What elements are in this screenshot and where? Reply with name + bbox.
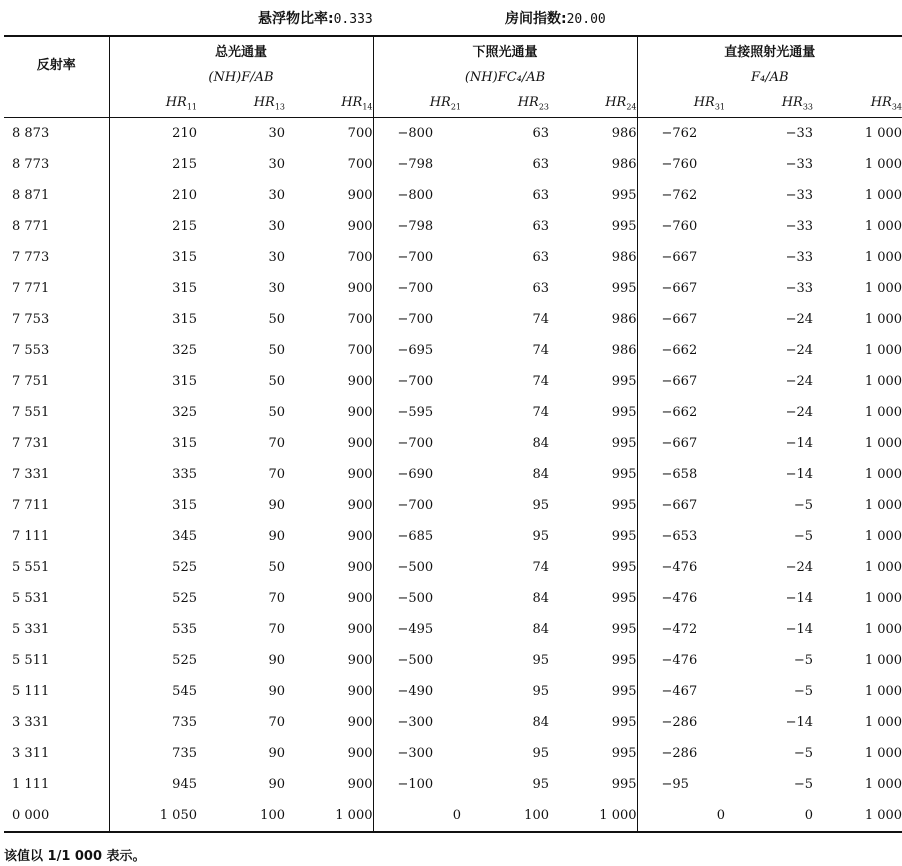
value-cell: 1 000 [864, 622, 902, 637]
value-cell: −300 [373, 707, 461, 738]
value-cell: 30 [268, 281, 285, 296]
value-cell: −467 [637, 676, 725, 707]
value-cell: −500 [373, 583, 461, 614]
table-caption [0, 6, 900, 28]
table-row [4, 118, 902, 150]
value-cell: −14 [785, 715, 814, 730]
value-cell: 900 [347, 560, 373, 575]
reflectance-cell: 7 553 [12, 343, 50, 358]
column-header-subscript: 34 [891, 102, 902, 112]
value-cell: −472 [637, 614, 725, 645]
value-cell: −667 [637, 273, 725, 304]
value-cell: 1 000 [864, 529, 902, 544]
value-cell: 74 [532, 560, 549, 575]
value-cell: 1 000 [864, 467, 902, 482]
reflectance-subheader-blank [4, 90, 109, 118]
column-header-base: HR [693, 95, 715, 111]
value-cell: 995 [611, 653, 637, 668]
value-cell: 995 [611, 219, 637, 234]
table-row [4, 800, 902, 832]
value-cell: 900 [347, 746, 373, 761]
value-cell: 70 [268, 622, 285, 637]
value-cell: 50 [268, 374, 285, 389]
value-cell: 315 [109, 428, 197, 459]
value-cell: −500 [373, 645, 461, 676]
value-cell: 900 [347, 622, 373, 637]
value-cell: 1 000 [864, 157, 902, 172]
room-index [505, 8, 606, 28]
column-header-hr34 [813, 90, 902, 118]
value-cell: 1 000 [864, 715, 902, 730]
value-cell: 700 [347, 343, 373, 358]
value-cell: 995 [611, 467, 637, 482]
value-cell: 95 [532, 653, 549, 668]
value-cell: 545 [109, 676, 197, 707]
table-row [4, 676, 902, 707]
column-header-subscript: 14 [362, 102, 373, 112]
value-cell: −14 [785, 622, 814, 637]
value-cell: −33 [785, 126, 814, 141]
value-cell: −653 [637, 521, 725, 552]
reflectance-cell: 7 731 [12, 436, 50, 451]
value-cell: −24 [785, 405, 814, 420]
value-cell: 995 [611, 529, 637, 544]
value-cell: −24 [785, 560, 814, 575]
suspension-ratio [258, 8, 373, 28]
value-cell: −33 [785, 157, 814, 172]
reflectance-header: 反射率 [36, 58, 76, 73]
reflectance-cell: 5 331 [12, 622, 50, 637]
value-cell: 995 [611, 746, 637, 761]
value-cell: 63 [532, 250, 549, 265]
reflectance-cell: 7 773 [12, 250, 50, 265]
value-cell: 315 [109, 366, 197, 397]
value-cell: −495 [373, 614, 461, 645]
value-cell: −700 [373, 490, 461, 521]
table-row [4, 366, 902, 397]
value-cell: 1 000 [599, 808, 637, 823]
value-cell: 95 [532, 746, 549, 761]
value-cell: 95 [532, 498, 549, 513]
value-cell: 900 [347, 188, 373, 203]
value-cell: 1 000 [864, 808, 902, 823]
value-cell: 700 [347, 126, 373, 141]
column-header-subscript: 13 [274, 102, 285, 112]
value-cell: −700 [373, 273, 461, 304]
value-cell: −667 [637, 490, 725, 521]
value-cell: 315 [109, 273, 197, 304]
value-cell: 945 [109, 769, 197, 800]
value-cell: 315 [109, 304, 197, 335]
value-cell: 63 [532, 188, 549, 203]
table-row [4, 552, 902, 583]
value-cell: 900 [347, 498, 373, 513]
value-cell: 995 [611, 622, 637, 637]
reflectance-cell: 7 753 [12, 312, 50, 327]
value-cell: 30 [268, 219, 285, 234]
value-cell: −5 [793, 529, 814, 544]
column-header-subscript: 21 [450, 102, 461, 112]
reflectance-cell: 0 000 [12, 808, 50, 823]
table-footnote: 该值以 1/1 000 表示。 [4, 849, 146, 864]
value-cell: 70 [268, 715, 285, 730]
reflectance-cell: 3 311 [12, 746, 50, 761]
suspension-ratio-label: 悬浮物比率: [258, 11, 334, 27]
value-cell: 0 [804, 808, 814, 823]
reflectance-cell: 7 111 [12, 529, 50, 544]
value-cell: −476 [637, 583, 725, 614]
value-cell: 995 [611, 374, 637, 389]
reflectance-cell: 1 111 [12, 777, 50, 792]
value-cell: 986 [611, 343, 637, 358]
value-cell: 90 [268, 777, 285, 792]
value-cell: 1 000 [864, 126, 902, 141]
value-cell: −33 [785, 250, 814, 265]
column-header-subscript: 31 [714, 102, 726, 112]
value-cell: 900 [347, 777, 373, 792]
value-cell: 1 000 [864, 684, 902, 699]
value-cell: 900 [347, 374, 373, 389]
column-header-base: HR [165, 95, 187, 111]
column-header-hr14 [285, 90, 373, 118]
value-cell: −5 [793, 498, 814, 513]
reflectance-cell: 7 711 [12, 498, 50, 513]
value-cell: 95 [532, 777, 549, 792]
reflectance-cell: 5 111 [12, 684, 50, 699]
value-cell: −760 [637, 149, 725, 180]
value-cell: −798 [373, 211, 461, 242]
value-cell: 70 [268, 591, 285, 606]
value-cell: 315 [109, 490, 197, 521]
value-cell: −760 [637, 211, 725, 242]
value-cell: 525 [109, 552, 197, 583]
value-cell: −286 [637, 707, 725, 738]
value-cell: 1 000 [864, 777, 902, 792]
column-header-base: HR [870, 95, 892, 111]
table-row [4, 335, 902, 366]
value-cell: 1 000 [864, 436, 902, 451]
value-cell: 1 000 [864, 653, 902, 668]
room-index-label: 房间指数: [505, 11, 567, 27]
reflectance-cell: 5 551 [12, 560, 50, 575]
value-cell: −24 [785, 343, 814, 358]
value-cell: 100 [524, 808, 549, 823]
value-cell: 1 000 [864, 281, 902, 296]
value-cell: −476 [637, 645, 725, 676]
value-cell: 30 [268, 250, 285, 265]
value-cell: −667 [637, 242, 725, 273]
value-cell: 700 [347, 312, 373, 327]
column-header-hr24 [549, 90, 637, 118]
value-cell: 1 000 [864, 312, 902, 327]
suspension-ratio-value: 0.333 [333, 12, 373, 27]
value-cell: 995 [611, 498, 637, 513]
column-header-subscript: 23 [538, 102, 549, 112]
table-row [4, 645, 902, 676]
value-cell: 74 [532, 374, 549, 389]
value-cell: −700 [373, 428, 461, 459]
value-cell: −5 [793, 777, 814, 792]
table-row [4, 304, 902, 335]
value-cell: −95 [637, 769, 725, 800]
value-cell: 84 [532, 591, 549, 606]
value-cell: 1 000 [864, 250, 902, 265]
value-cell: 325 [109, 335, 197, 366]
value-cell: 90 [268, 498, 285, 513]
value-cell: 90 [268, 684, 285, 699]
table-row [4, 459, 902, 490]
column-header-hr33 [725, 90, 813, 118]
value-cell: −476 [637, 552, 725, 583]
total-flux-formula: (NH)F/AB [109, 64, 373, 90]
value-cell: 315 [109, 242, 197, 273]
value-cell: 84 [532, 715, 549, 730]
value-cell: −300 [373, 738, 461, 769]
value-cell: 986 [611, 126, 637, 141]
value-cell: 0 [373, 800, 461, 832]
value-cell: −5 [793, 653, 814, 668]
value-cell: −33 [785, 219, 814, 234]
value-cell: 90 [268, 653, 285, 668]
value-cell: 1 000 [864, 343, 902, 358]
column-header-hr23 [461, 90, 549, 118]
value-cell: −700 [373, 242, 461, 273]
column-header-base: HR [429, 95, 451, 111]
value-cell: 1 000 [864, 374, 902, 389]
table-row [4, 769, 902, 800]
value-cell: 30 [268, 157, 285, 172]
column-header-base: HR [781, 95, 803, 111]
value-cell: 900 [347, 591, 373, 606]
value-cell: 1 000 [335, 808, 373, 823]
value-cell: 900 [347, 467, 373, 482]
column-header-hr21 [373, 90, 461, 118]
value-cell: 735 [109, 738, 197, 769]
reflectance-cell: 5 531 [12, 591, 50, 606]
value-cell: −14 [785, 591, 814, 606]
reflectance-cell: 3 331 [12, 715, 50, 730]
reflectance-cell: 8 773 [12, 157, 50, 172]
value-cell: 735 [109, 707, 197, 738]
value-cell: −5 [793, 684, 814, 699]
total-flux-header: 总光通量 [109, 36, 373, 64]
value-cell: 900 [347, 281, 373, 296]
direct-flux-header: 直接照射光通量 [637, 36, 902, 64]
reflectance-cell: 5 511 [12, 653, 50, 668]
value-cell: −700 [373, 366, 461, 397]
table-row [4, 490, 902, 521]
value-cell: 700 [347, 250, 373, 265]
value-cell: 995 [611, 436, 637, 451]
reflectance-cell: 8 871 [12, 188, 50, 203]
table-row [4, 211, 902, 242]
value-cell: −762 [637, 118, 725, 150]
value-cell: 325 [109, 397, 197, 428]
table-row [4, 273, 902, 304]
value-cell: −762 [637, 180, 725, 211]
value-cell: 995 [611, 281, 637, 296]
value-cell: 1 000 [864, 560, 902, 575]
value-cell: 525 [109, 645, 197, 676]
value-cell: 210 [109, 180, 197, 211]
column-header-base: HR [341, 95, 363, 111]
value-cell: −667 [637, 366, 725, 397]
value-cell: 1 050 [109, 800, 197, 832]
value-cell: 995 [611, 405, 637, 420]
value-cell: 900 [347, 219, 373, 234]
value-cell: 50 [268, 343, 285, 358]
value-cell: 63 [532, 219, 549, 234]
column-header-subscript: 11 [186, 102, 197, 112]
value-cell: 995 [611, 777, 637, 792]
value-cell: 995 [611, 591, 637, 606]
downward-flux-formula: (NH)FC₄/AB [373, 64, 637, 90]
value-cell: 535 [109, 614, 197, 645]
value-cell: −695 [373, 335, 461, 366]
table-row [4, 738, 902, 769]
value-cell: 84 [532, 436, 549, 451]
table-row [4, 397, 902, 428]
table-row [4, 614, 902, 645]
table-row [4, 242, 902, 273]
value-cell: −595 [373, 397, 461, 428]
table-row [4, 707, 902, 738]
value-cell: 210 [109, 118, 197, 150]
table-row [4, 180, 902, 211]
value-cell: 986 [611, 157, 637, 172]
value-cell: −662 [637, 335, 725, 366]
value-cell: 345 [109, 521, 197, 552]
value-cell: 986 [611, 312, 637, 327]
value-cell: 1 000 [864, 591, 902, 606]
value-cell: 700 [347, 157, 373, 172]
value-cell: 30 [268, 126, 285, 141]
value-cell: 74 [532, 405, 549, 420]
value-cell: 995 [611, 188, 637, 203]
value-cell: −500 [373, 552, 461, 583]
column-header-base: HR [517, 95, 539, 111]
value-cell: −690 [373, 459, 461, 490]
value-cell: 74 [532, 343, 549, 358]
value-cell: 95 [532, 529, 549, 544]
value-cell: −667 [637, 304, 725, 335]
table-row [4, 583, 902, 614]
downward-flux-header: 下照光通量 [373, 36, 637, 64]
column-header-base: HR [253, 95, 275, 111]
value-cell: −800 [373, 180, 461, 211]
room-index-value: 20.00 [566, 12, 606, 27]
reflectance-cell: 7 331 [12, 467, 50, 482]
reflectance-cell: 7 551 [12, 405, 50, 420]
value-cell: −700 [373, 304, 461, 335]
value-cell: −100 [373, 769, 461, 800]
value-cell: −490 [373, 676, 461, 707]
value-cell: 0 [637, 800, 725, 832]
value-cell: 30 [268, 188, 285, 203]
value-cell: −667 [637, 428, 725, 459]
table-row [4, 428, 902, 459]
value-cell: 74 [532, 312, 549, 327]
column-header-base: HR [605, 95, 627, 111]
reflectance-cell: 8 771 [12, 219, 50, 234]
value-cell: 900 [347, 715, 373, 730]
value-cell: −286 [637, 738, 725, 769]
value-cell: 63 [532, 157, 549, 172]
value-cell: 900 [347, 653, 373, 668]
value-cell: −33 [785, 281, 814, 296]
reflectance-cell: 8 873 [12, 126, 50, 141]
value-cell: −14 [785, 436, 814, 451]
value-cell: 995 [611, 684, 637, 699]
value-cell: 90 [268, 529, 285, 544]
table-row [4, 149, 902, 180]
value-cell: −33 [785, 188, 814, 203]
value-cell: 70 [268, 467, 285, 482]
value-cell: 63 [532, 126, 549, 141]
value-cell: −685 [373, 521, 461, 552]
value-cell: 900 [347, 529, 373, 544]
value-cell: 1 000 [864, 405, 902, 420]
value-cell: −24 [785, 374, 814, 389]
value-cell: 215 [109, 211, 197, 242]
value-cell: −14 [785, 467, 814, 482]
value-cell: 335 [109, 459, 197, 490]
value-cell: 95 [532, 684, 549, 699]
value-cell: 215 [109, 149, 197, 180]
value-cell: −662 [637, 397, 725, 428]
table-row [4, 521, 902, 552]
value-cell: 100 [260, 808, 285, 823]
value-cell: 1 000 [864, 219, 902, 234]
value-cell: 1 000 [864, 498, 902, 513]
value-cell: 986 [611, 250, 637, 265]
column-header-hr13 [197, 90, 285, 118]
value-cell: 995 [611, 715, 637, 730]
value-cell: 84 [532, 467, 549, 482]
column-header-subscript: 24 [626, 102, 637, 112]
value-cell: 90 [268, 746, 285, 761]
value-cell: 900 [347, 436, 373, 451]
reflectance-cell: 7 771 [12, 281, 50, 296]
value-cell: 995 [611, 560, 637, 575]
column-header-hr11 [109, 90, 197, 118]
value-cell: 63 [532, 281, 549, 296]
value-cell: 50 [268, 312, 285, 327]
value-cell: 50 [268, 560, 285, 575]
value-cell: 1 000 [864, 188, 902, 203]
value-cell: 1 000 [864, 746, 902, 761]
value-cell: 900 [347, 684, 373, 699]
value-cell: −798 [373, 149, 461, 180]
value-cell: −800 [373, 118, 461, 150]
value-cell: 900 [347, 405, 373, 420]
direct-flux-formula: F₄/AB [637, 64, 902, 90]
coefficient-table [4, 35, 902, 833]
column-header-hr31 [637, 90, 725, 118]
value-cell: 50 [268, 405, 285, 420]
reflectance-cell: 7 751 [12, 374, 50, 389]
value-cell: 70 [268, 436, 285, 451]
value-cell: −24 [785, 312, 814, 327]
value-cell: 84 [532, 622, 549, 637]
value-cell: −5 [793, 746, 814, 761]
column-header-subscript: 33 [802, 102, 814, 112]
value-cell: −658 [637, 459, 725, 490]
value-cell: 525 [109, 583, 197, 614]
table-body [4, 118, 902, 833]
